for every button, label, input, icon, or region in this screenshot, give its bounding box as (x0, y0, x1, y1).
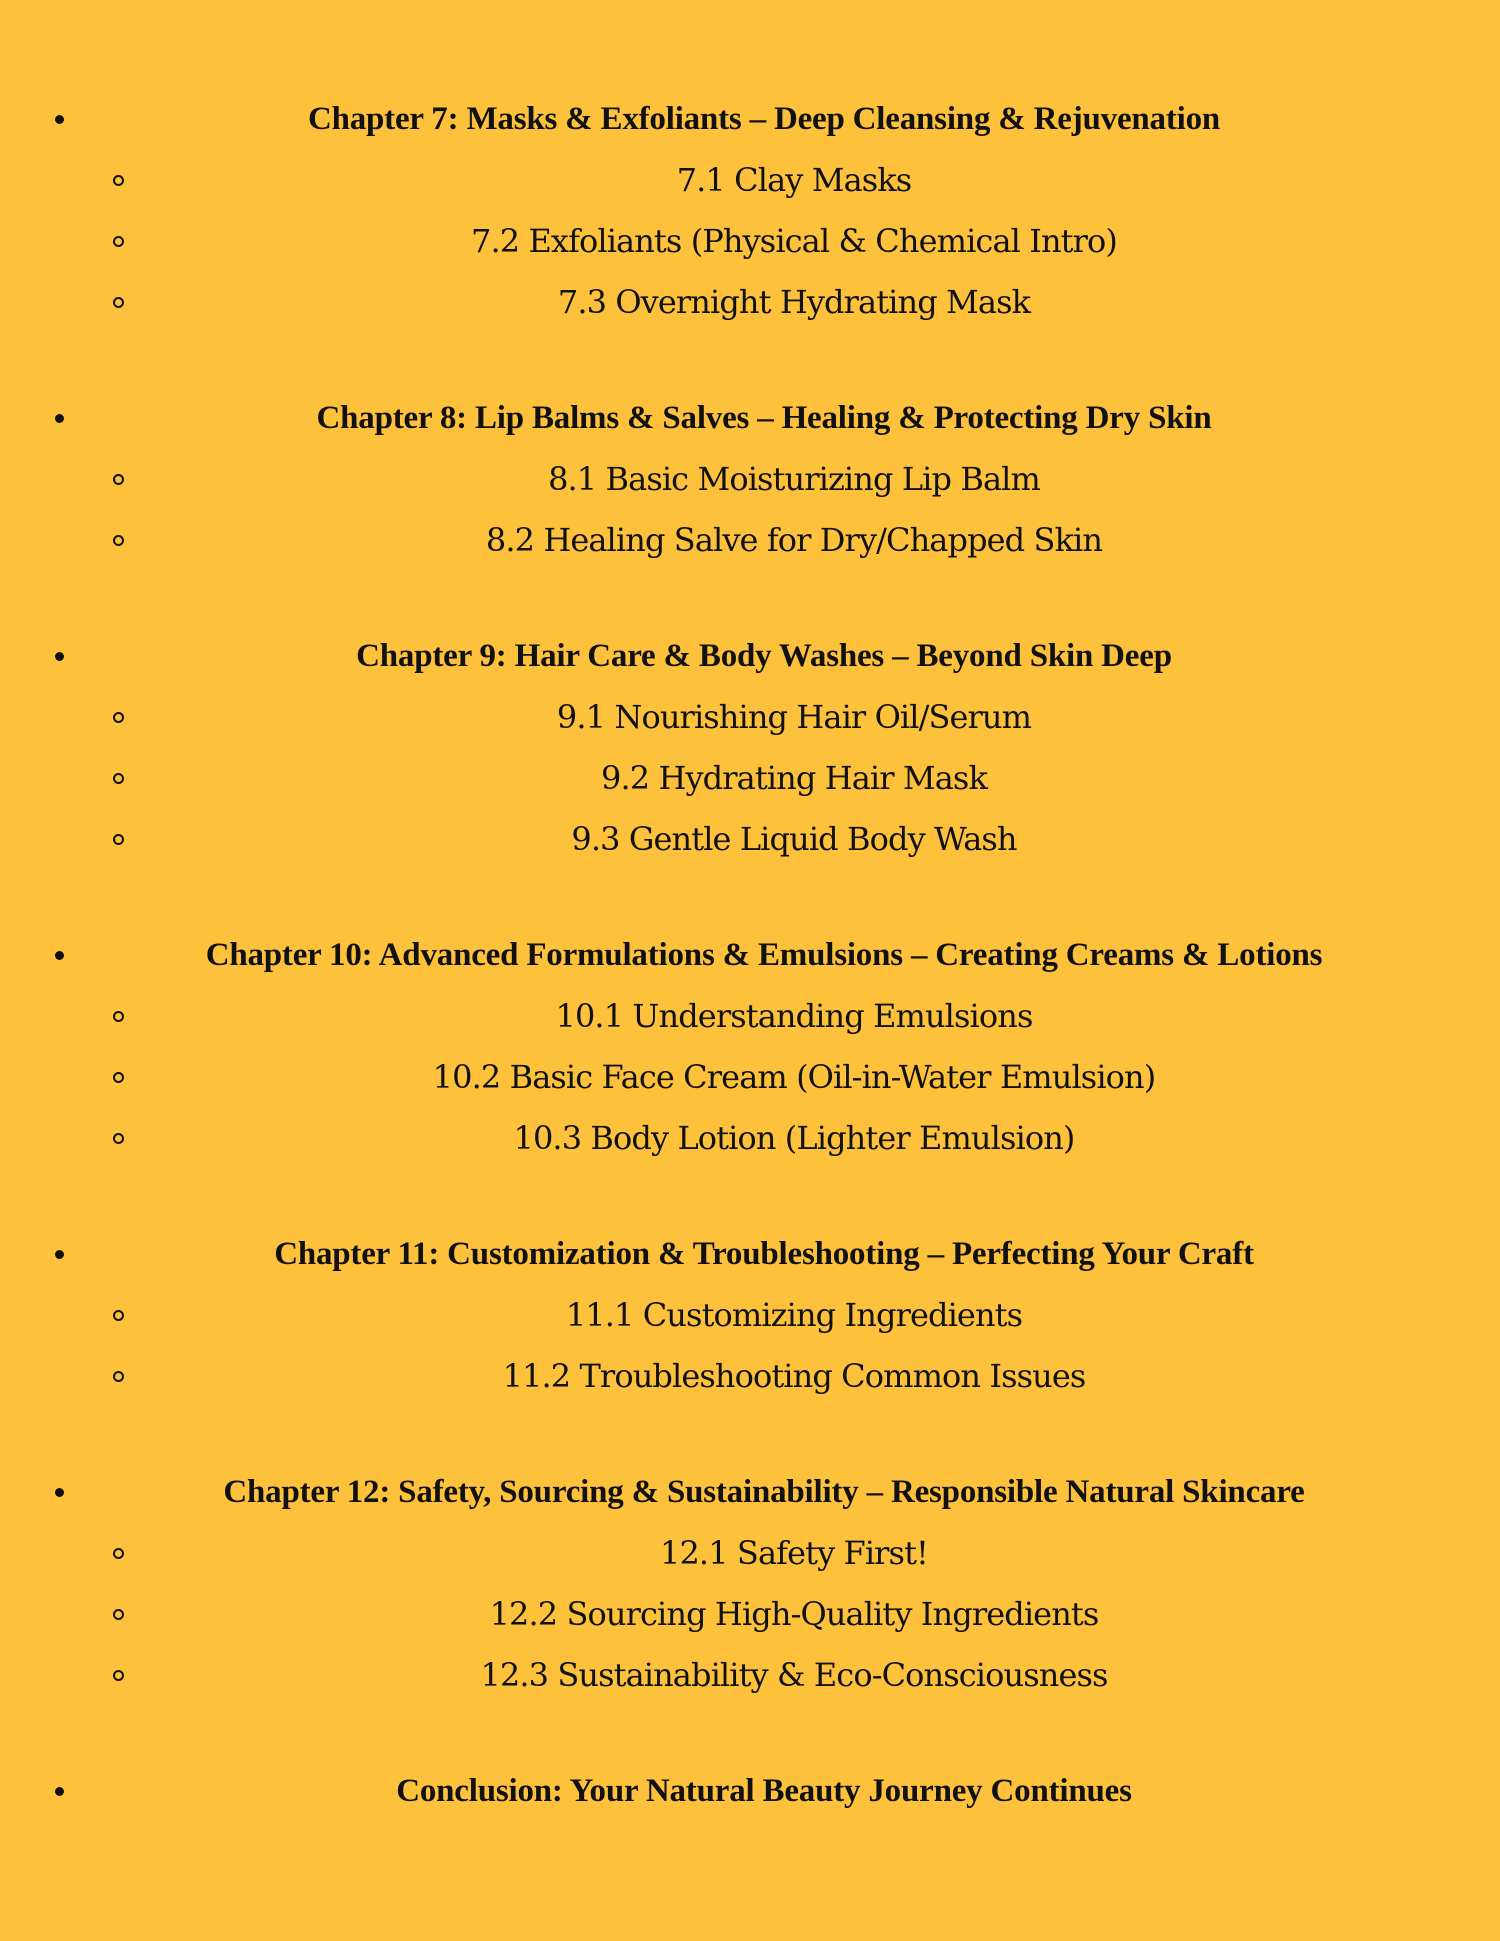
conclusion-title: Conclusion: Your Natural Beauty Journey Continues (396, 1773, 1132, 1809)
section-item (0, 211, 1500, 272)
circle-bullet-icon (113, 1310, 124, 1321)
section-item (0, 986, 1500, 1047)
circle-bullet-icon (113, 1133, 124, 1144)
section-title: 11.2 Troubleshooting Common Issues (502, 1357, 1086, 1395)
disc-bullet-icon (55, 414, 64, 423)
section-item (0, 1047, 1500, 1108)
circle-bullet-icon (113, 1371, 124, 1382)
circle-bullet-icon (113, 535, 124, 546)
chapter-title: Chapter 7: Masks & Exfoliants – Deep Cleansing & Rejuvenation (307, 101, 1221, 137)
section-item (0, 1285, 1500, 1346)
section-title: 7.3 Overnight Hydrating Mask (557, 283, 1031, 321)
section-item (0, 1108, 1500, 1169)
chapter-item (0, 387, 1500, 571)
circle-bullet-icon (113, 474, 124, 485)
section-title: 10.2 Basic Face Cream (Oil-in-Water Emulsion) (432, 1058, 1156, 1096)
disc-bullet-icon (55, 1250, 64, 1259)
chapter-item (0, 1461, 1500, 1706)
section-list (0, 449, 1500, 571)
section-title: 9.1 Nourishing Hair Oil/Serum (556, 698, 1032, 736)
section-title: 8.1 Basic Moisturizing Lip Balm (548, 460, 1040, 498)
section-list (0, 986, 1500, 1169)
circle-bullet-icon (113, 297, 124, 308)
section-item (0, 748, 1500, 809)
section-title: 7.1 Clay Masks (676, 161, 912, 199)
disc-bullet-icon (55, 951, 64, 960)
section-title: 10.3 Body Lotion (Lighter Emulsion) (513, 1119, 1075, 1157)
section-item (0, 1346, 1500, 1407)
circle-bullet-icon (113, 175, 124, 186)
section-title: 12.1 Safety First! (660, 1534, 928, 1572)
chapter-item (0, 88, 1500, 333)
disc-bullet-icon (55, 652, 64, 661)
section-item (0, 1645, 1500, 1706)
section-item (0, 150, 1500, 211)
section-item (0, 687, 1500, 748)
chapter-title: Chapter 10: Advanced Formulations & Emulsions – Creating Creams & Lotions (205, 937, 1323, 973)
section-title: 9.2 Hydrating Hair Mask (601, 759, 987, 797)
circle-bullet-icon (113, 1011, 124, 1022)
section-title: 12.2 Sourcing High-Quality Ingredients (489, 1595, 1099, 1633)
section-item (0, 1523, 1500, 1584)
section-item (0, 1584, 1500, 1645)
section-title: 8.2 Healing Salve for Dry/Chapped Skin (485, 521, 1103, 559)
section-title: 11.1 Customizing Ingredients (565, 1296, 1023, 1334)
chapter-item (0, 924, 1500, 1169)
chapter-title: Chapter 9: Hair Care & Body Washes – Beyond Skin Deep (356, 638, 1172, 674)
circle-bullet-icon (113, 1670, 124, 1681)
circle-bullet-icon (113, 1548, 124, 1559)
chapter-item (0, 1223, 1500, 1407)
chapter-title: Chapter 11: Customization & Troubleshooting – Perfecting Your Craft (274, 1236, 1254, 1272)
circle-bullet-icon (113, 1072, 124, 1083)
disc-bullet-icon (55, 1488, 64, 1497)
section-item (0, 449, 1500, 510)
section-list (0, 1523, 1500, 1706)
circle-bullet-icon (113, 236, 124, 247)
chapter-title: Chapter 8: Lip Balms & Salves – Healing & Protecting Dry Skin (316, 400, 1212, 436)
section-title: 7.2 Exfoliants (Physical & Chemical Intro) (471, 222, 1117, 260)
disc-bullet-icon (55, 115, 64, 124)
section-item (0, 809, 1500, 870)
section-title: 9.3 Gentle Liquid Body Wash (571, 820, 1017, 858)
section-list (0, 687, 1500, 870)
section-list (0, 150, 1500, 333)
section-title: 10.1 Understanding Emulsions (555, 997, 1033, 1035)
circle-bullet-icon (113, 834, 124, 845)
section-item (0, 510, 1500, 571)
chapter-item (0, 625, 1500, 870)
chapter-item (0, 1760, 1500, 1822)
section-item (0, 272, 1500, 333)
circle-bullet-icon (113, 773, 124, 784)
circle-bullet-icon (113, 712, 124, 723)
chapter-title: Chapter 12: Safety, Sourcing & Sustainability – Responsible Natural Skincare (223, 1474, 1305, 1510)
circle-bullet-icon (113, 1609, 124, 1620)
section-title: 12.3 Sustainability & Eco-Consciousness (480, 1656, 1108, 1694)
section-list (0, 1285, 1500, 1407)
disc-bullet-icon (55, 1787, 64, 1796)
